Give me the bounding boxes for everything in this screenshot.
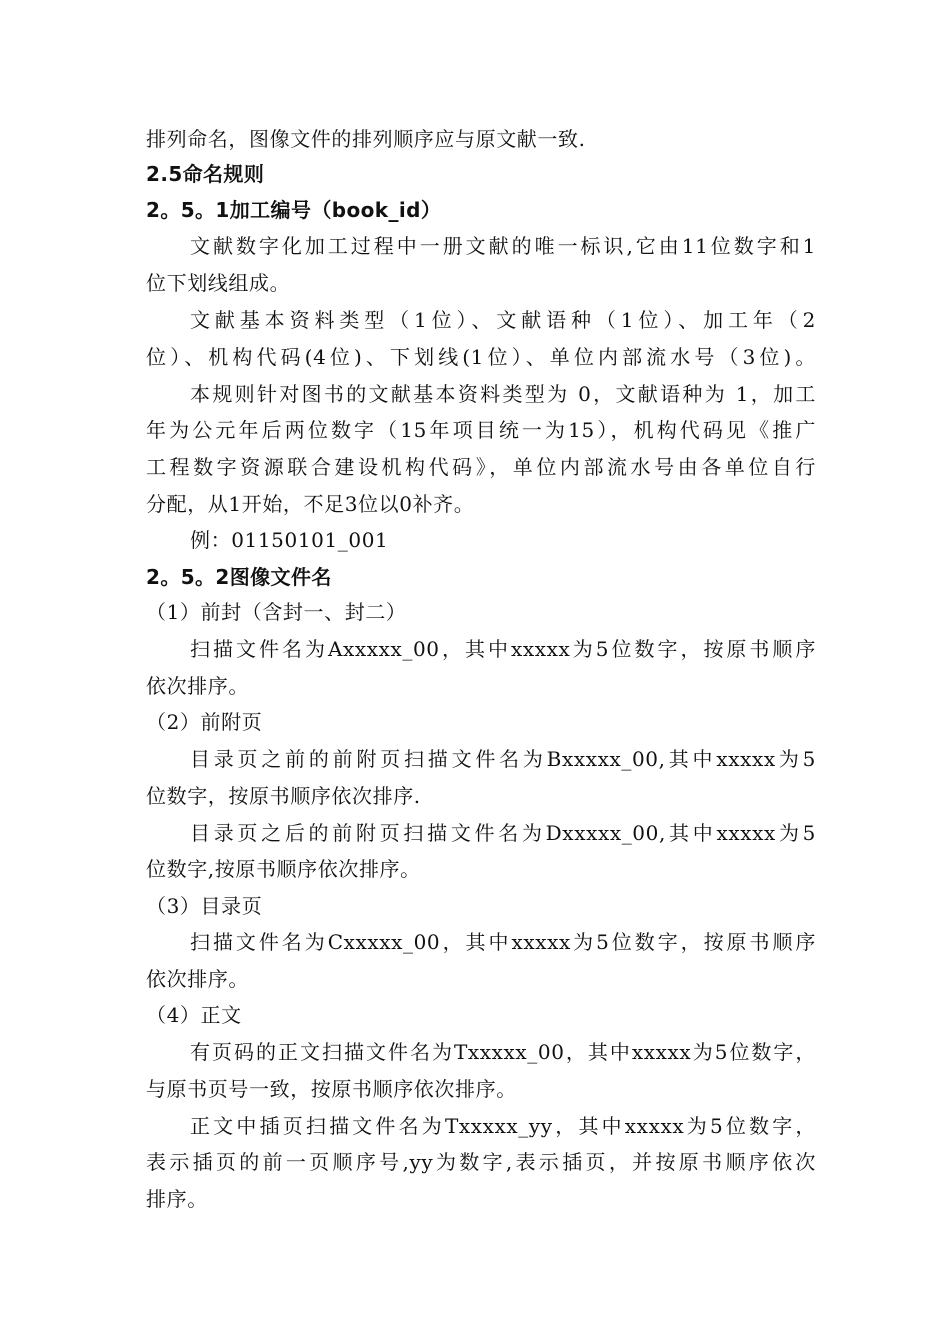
paragraph-line: 位）、机构代码(4位)、下划线(1位）、单位内部流水号（3位)。 [146,345,816,369]
subsection-heading: 2。5。2图像文件名 [146,565,332,589]
list-heading: （2）前附页 [146,710,263,734]
paragraph-line: 工程数字资源联合建设机构代码》，单位内部流水号由各单位自行 [146,455,816,479]
paragraph-line: 依次排序。 [146,674,249,698]
paragraph-line: 分配，从1开始，不足3位以0补齐。 [146,492,475,516]
paragraph-line: 本规则针对图书的文献基本资料类型为 0，文献语种为 1，加工 [190,382,816,406]
paragraph-line: 表示插页的前一页顺序号,yy为数字,表示插页，并按原书顺序依次 [146,1150,816,1174]
paragraph-line: 位下划线组成。 [146,271,291,295]
paragraph-line: 排序。 [146,1187,208,1211]
list-heading: （1）前封（含封一、封二） [146,600,407,624]
paragraph-line: 目录页之前的前附页扫描文件名为Bxxxxx_00,其中xxxxx为5 [190,747,816,771]
paragraph-line: 位数字，按原书顺序依次排序. [146,784,421,808]
paragraph-line: 目录页之后的前附页扫描文件名为Dxxxxx_00,其中xxxxx为5 [190,821,816,845]
list-heading: （3）目录页 [146,894,263,918]
paragraph-line: 扫描文件名为Axxxxx_00，其中xxxxx为5位数字，按原书顺序 [190,637,816,661]
paragraph-line: 与原书页号一致，按原书顺序依次排序。 [146,1077,517,1101]
paragraph-line: 排列命名，图像文件的排列顺序应与原文献一致. [146,127,586,151]
paragraph-line: 年为公元年后两位数字（15年项目统一为15），机构代码见《推广 [146,418,816,442]
list-heading: （4）正文 [146,1003,242,1027]
paragraph-line: 文献基本资料类型（1位）、文献语种（1位）、加工年（2 [190,308,816,332]
paragraph-line: 文献数字化加工过程中一册文献的唯一标识,它由11位数字和1 [190,234,816,258]
paragraph-line: 位数字,按原书顺序依次排序。 [146,857,421,881]
paragraph-line: 依次排序。 [146,967,249,991]
paragraph-line: 有页码的正文扫描文件名为Txxxxx_00，其中xxxxx为5位数字， [190,1040,816,1064]
paragraph-line: 扫描文件名为Cxxxxx_00，其中xxxxx为5位数字，按原书顺序 [190,930,816,954]
section-heading: 2.5命名规则 [146,162,265,186]
paragraph-line: 正文中插页扫描文件名为Txxxxx_yy，其中xxxxx为5位数字， [190,1114,816,1138]
example-line: 例：01150101_001 [190,528,389,552]
subsection-heading: 2。5。1加工编号（book_id） [146,198,442,222]
